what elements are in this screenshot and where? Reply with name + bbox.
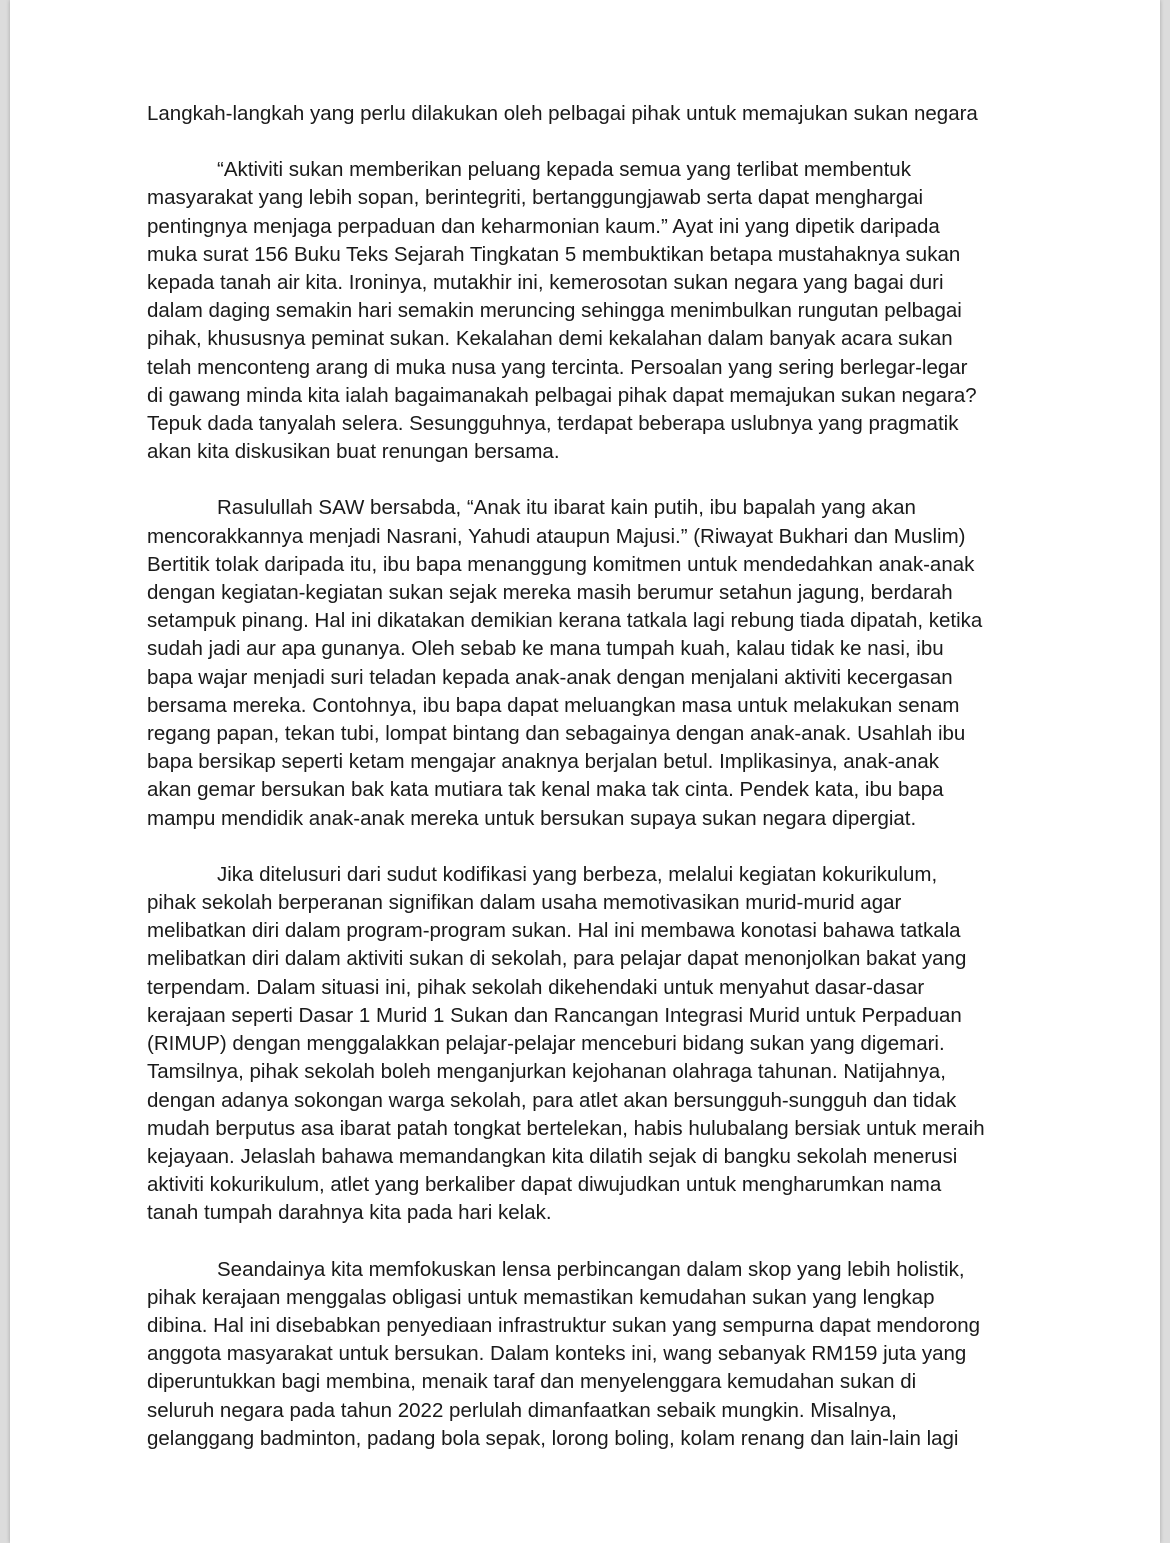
paragraph-government: [147, 1256, 1027, 1453]
paragraph-line: aktiviti kokurikulum, atlet yang berkaliber dapat diwujudkan untuk mengharumkan nama: [147, 1173, 942, 1197]
paragraph-line: bersama mereka. Contohnya, ibu bapa dapat meluangkan masa untuk melakukan senam: [147, 693, 960, 717]
paragraph-line: mudah berputus asa ibarat patah tongkat bertelekan, habis hulubalang bersiak untuk meraih: [147, 1116, 985, 1140]
paragraph-line: dibina. Hal ini disebabkan penyediaan infrastruktur sukan yang sempurna dapat mendorong: [147, 1313, 981, 1337]
document-page: [10, 0, 1160, 1543]
paragraph-parents: [147, 494, 1027, 832]
paragraph-line: Jika ditelusuri dari sudut kodifikasi yang berbeza, melalui kegiatan kokurikulum,: [217, 862, 938, 886]
paragraph-line: kerajaan seperti Dasar 1 Murid 1 Sukan dan Rancangan Integrasi Murid untuk Perpaduan: [147, 1003, 962, 1027]
paragraph-line: bapa bersikap seperti ketam mengajar anaknya berjalan betul. Implikasinya, anak-anak: [147, 750, 939, 774]
paragraph-line: bapa wajar menjadi suri teladan kepada anak-anak dengan menjalani aktiviti kecergasan: [147, 665, 953, 689]
paragraph-line: kejayaan. Jelaslah bahawa memandangkan kita dilatih sejak di bangku sekolah menerusi: [147, 1144, 958, 1168]
paragraph-line: masyarakat yang lebih sopan, berintegriti, bertanggungjawab serta dapat menghargai: [147, 186, 924, 210]
paragraph-line: terpendam. Dalam situasi ini, pihak sekolah dikehendaki untuk menyahut dasar-dasar: [147, 975, 925, 999]
document-body: [147, 100, 1027, 1481]
paragraph-line: seluruh negara pada tahun 2022 perlulah dimanfaatkan sebaik mungkin. Misalnya,: [147, 1398, 897, 1422]
paragraph-school: [147, 861, 1027, 1228]
paragraph-line: pihak, khususnya peminat sukan. Kekalahan demi kekalahan dalam banyak acara sukan: [147, 327, 953, 351]
paragraph-line: pihak kerajaan menggalas obligasi untuk memastikan kemudahan sukan yang lengkap: [147, 1285, 935, 1309]
paragraph-line: sudah jadi aur apa gunanya. Oleh sebab ke mana tumpah kuah, kalau tidak ke nasi, ibu: [147, 637, 944, 661]
paragraph-line: regang papan, tekan tubi, lompat bintang dan sebagainya dengan anak-anak. Usahlah ibu: [147, 722, 966, 746]
paragraph-line: (RIMUP) dengan menggalakkan pelajar-pelajar menceburi bidang sukan yang digemari.: [147, 1032, 945, 1056]
paragraph-line: Tepuk dada tanyalah selera. Sesungguhnya, terdapat beberapa uslubnya yang pragmatik: [147, 412, 959, 436]
paragraph-line: setampuk pinang. Hal ini dikatakan demikian kerana tatkala lagi rebung tiada dipatah, ketika: [147, 609, 983, 633]
paragraph-line: muka surat 156 Buku Teks Sejarah Tingkatan 5 membuktikan betapa mustahaknya sukan: [147, 242, 961, 266]
paragraph-line: Rasulullah SAW bersabda, “Anak itu ibarat kain putih, ibu bapalah yang akan: [217, 496, 916, 520]
paragraph-line: di gawang minda kita ialah bagaimanakah pelbagai pihak dapat memajukan sukan negara?: [147, 383, 977, 407]
paragraph-line: Bertitik tolak daripada itu, ibu bapa menanggung komitmen untuk mendedahkan anak-anak: [147, 552, 975, 576]
paragraph-line: diperuntukkan bagi membina, menaik taraf dan menyelenggara kemudahan sukan di: [147, 1370, 917, 1394]
paragraph-line: dalam daging semakin hari semakin meruncing sehingga menimbulkan rungutan pelbagai: [147, 299, 962, 323]
paragraph-line: akan kita diskusikan buat renungan bersama.: [147, 440, 560, 464]
paragraph-line: dengan kegiatan-kegiatan sukan sejak mereka masih berumur setahun jagung, berdarah: [147, 581, 953, 605]
paragraph-line: mencorakkannya menjadi Nasrani, Yahudi ataupun Majusi.” (Riwayat Bukhari dan Muslim): [147, 524, 966, 548]
paragraph-line: telah menconteng arang di muka nusa yang tercinta. Persoalan yang sering berlegar-legar: [147, 355, 968, 379]
paragraph-line: akan gemar bersukan bak kata mutiara tak kenal maka tak cinta. Pendek kata, ibu bapa: [147, 778, 944, 802]
paragraph-line: “Aktiviti sukan memberikan peluang kepada semua yang terlibat membentuk: [217, 158, 911, 182]
paragraph-line: mampu mendidik anak-anak mereka untuk bersukan supaya sukan negara dipergiat.: [147, 806, 917, 830]
paragraph-line: pihak sekolah berperanan signifikan dalam usaha memotivasikan murid-murid agar: [147, 891, 902, 915]
paragraph-line: Seandainya kita memfokuskan lensa perbincangan dalam skop yang lebih holistik,: [217, 1257, 965, 1281]
paragraph-line: anggota masyarakat untuk bersukan. Dalam konteks ini, wang sebanyak RM159 juta yang: [147, 1342, 967, 1366]
paragraph-intro: [147, 156, 1027, 466]
paragraph-line: pentingnya menjaga perpaduan dan keharmonian kaum.” Ayat ini yang dipetik daripada: [147, 214, 940, 238]
paragraph-line: kepada tanah air kita. Ironinya, mutakhir ini, kemerosotan sukan negara yang bagai duri: [147, 271, 944, 295]
paragraph-line: gelanggang badminton, padang bola sepak, lorong boling, kolam renang dan lain-lain lagi: [147, 1426, 959, 1450]
paragraph-line: Tamsilnya, pihak sekolah boleh menganjurkan kejohanan olahraga tahunan. Natijahnya,: [147, 1060, 946, 1084]
paragraph-line: dengan adanya sokongan warga sekolah, para atlet akan bersungguh-sungguh dan tidak: [147, 1088, 957, 1112]
paragraph-line: tanah tumpah darahnya kita pada hari kelak.: [147, 1201, 552, 1225]
paragraph-line: melibatkan diri dalam program-program sukan. Hal ini membawa konotasi bahawa tatkala: [147, 919, 961, 943]
document-title: Langkah-langkah yang perlu dilakukan oleh pelbagai pihak untuk memajukan sukan negara: [147, 102, 978, 125]
paragraph-line: melibatkan diri dalam aktiviti sukan di sekolah, para pelajar dapat menonjolkan bakat yang: [147, 947, 967, 971]
